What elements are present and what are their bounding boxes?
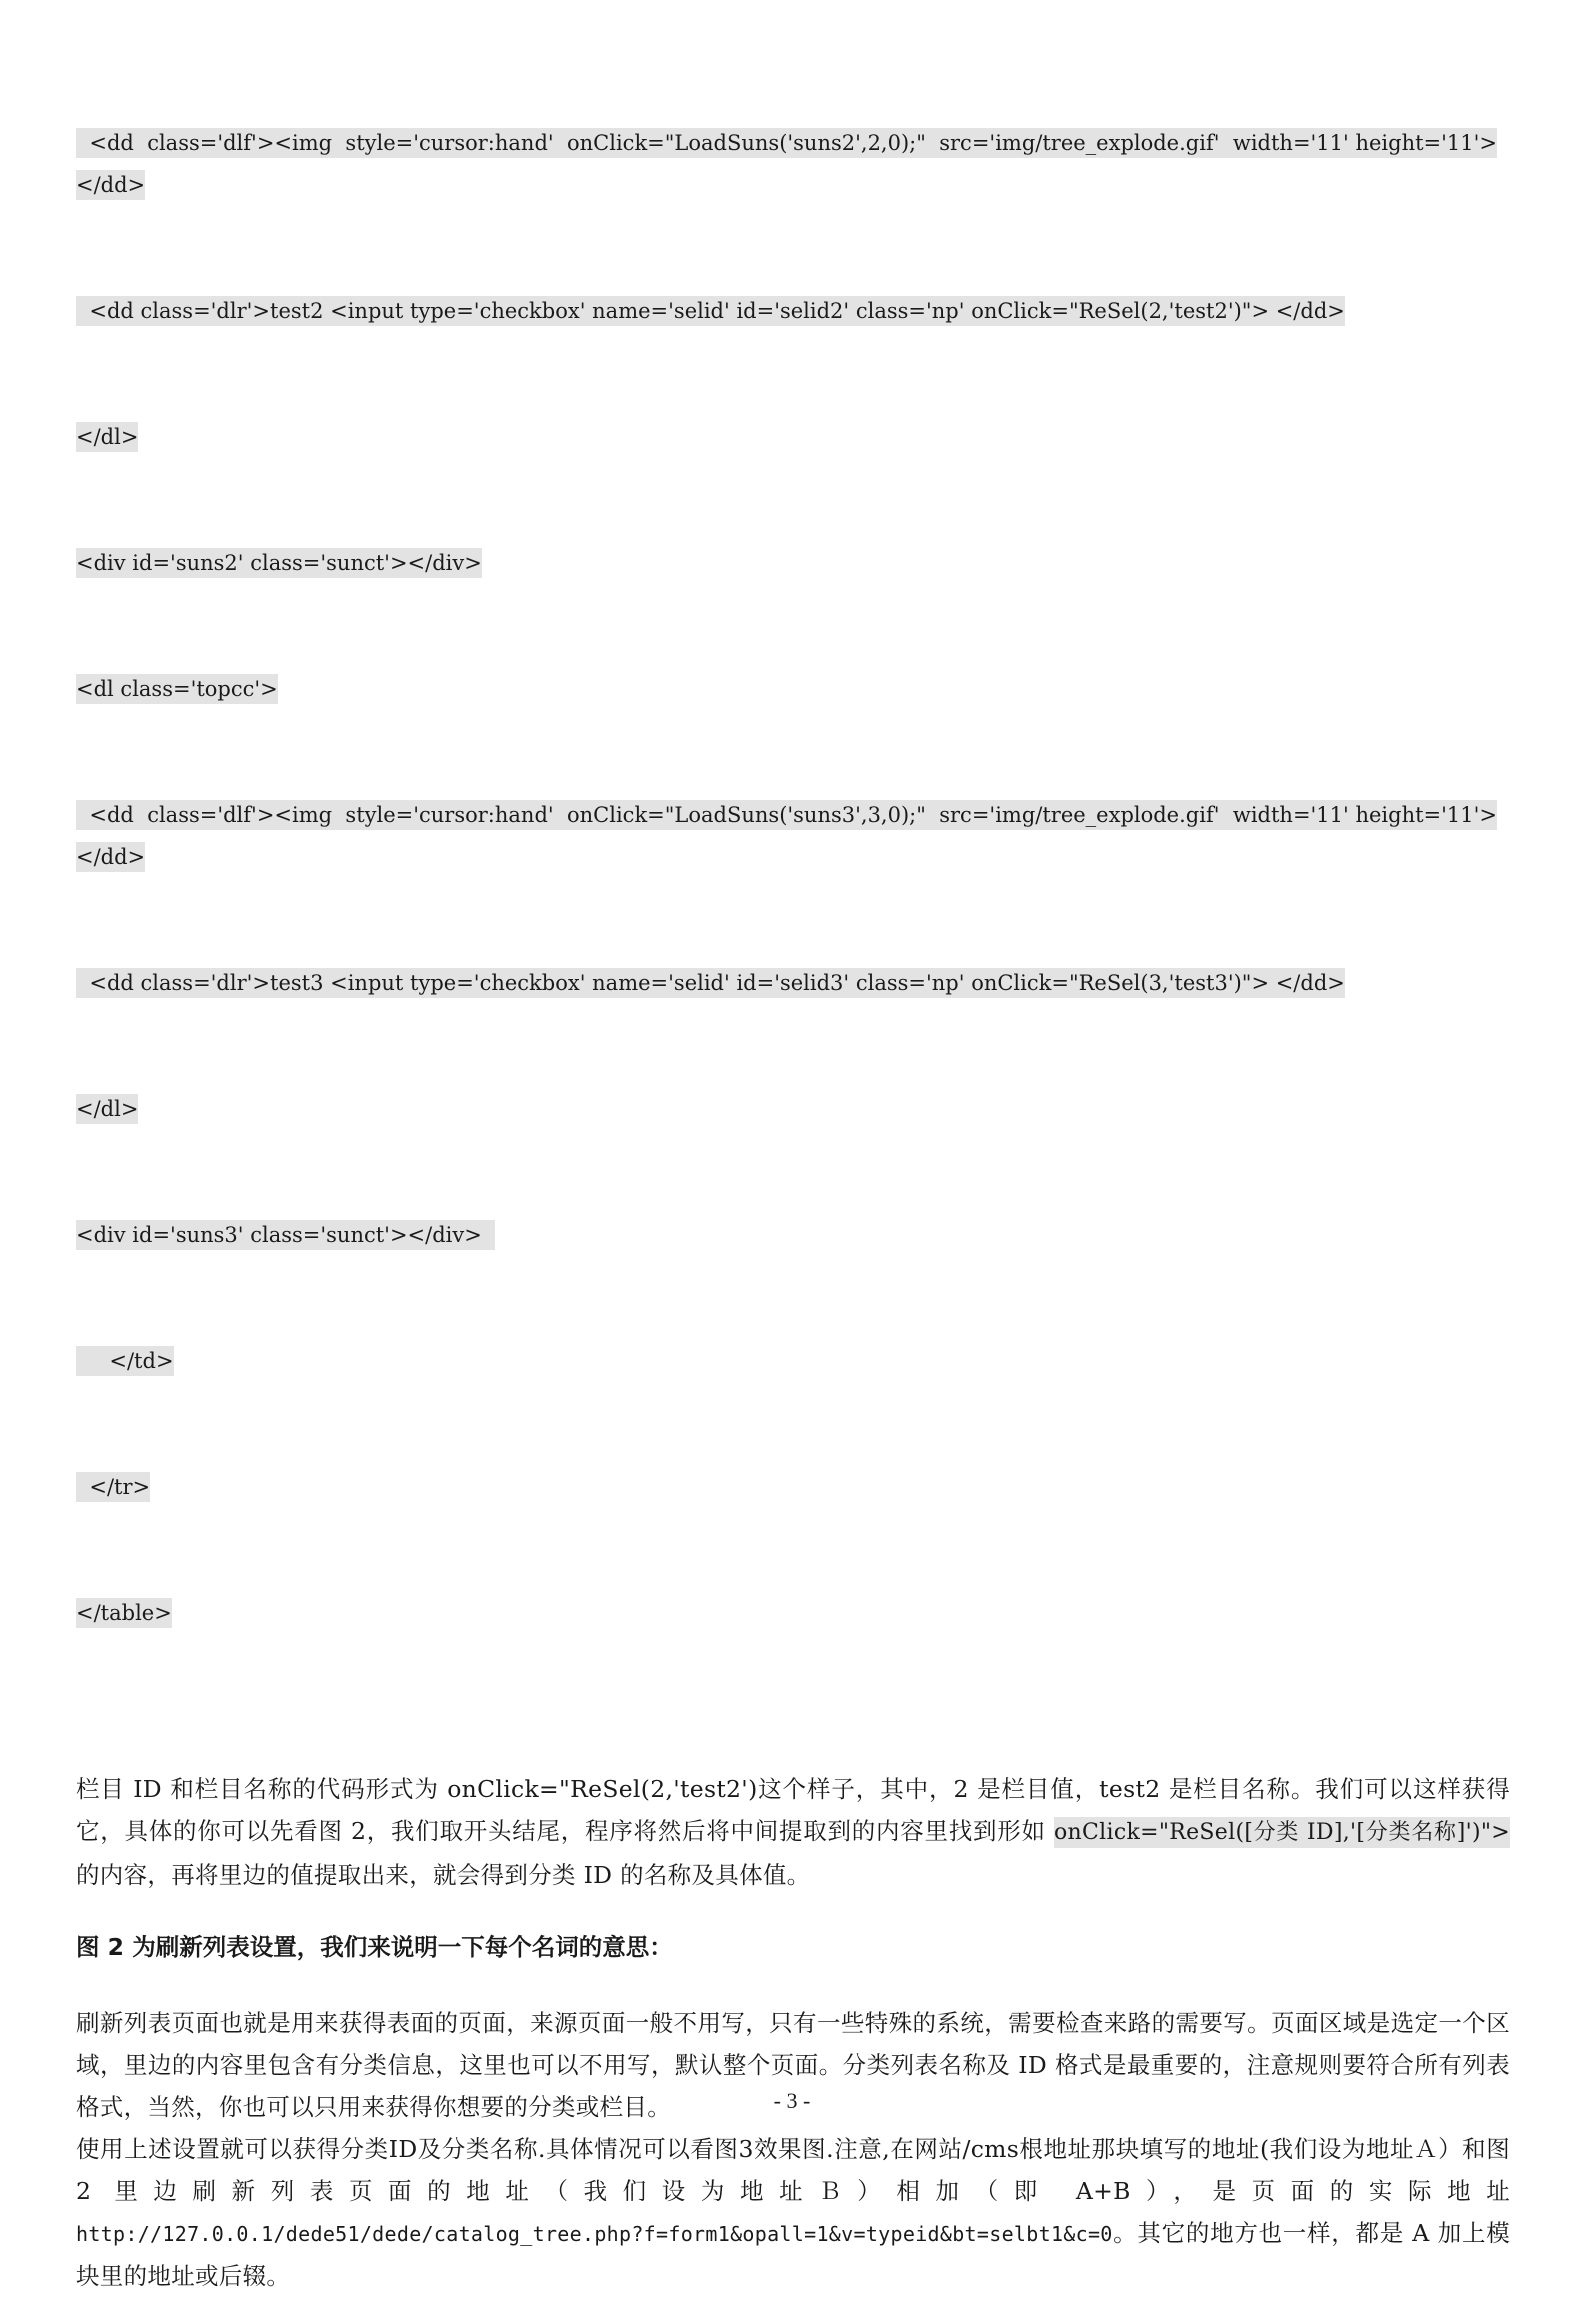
paragraph-text: 的内容，再将里边的值提取出来，就会得到分类 ID 的名称及具体值。 (76, 1861, 811, 1889)
code-line (76, 1592, 1510, 1634)
code-line (76, 1340, 1510, 1382)
code-line (76, 542, 1510, 584)
code-line-text: </tr> (76, 1472, 150, 1502)
code-line-text: </dl> (76, 1094, 138, 1124)
code-line-text: </table> (76, 1598, 172, 1628)
code-line-text: <dl class='topcc'> (76, 674, 278, 704)
paragraph-text: 使用上述设置就可以获得分类ID及分类名称.具体情况可以看图3效果图.注意,在网站/cms根地址那块填写的地址(我们设为地址Ａ）和图 2 里边刷新列表页面的地址（我们设为地址Ｂ）相加（即 A+B），是页面的实际地址 (76, 2135, 1510, 2205)
code-line-text: <dd class='dlr'>test3 <input type='checkbox' name='selid' id='selid3' class='np' onClick="ReSel(3,'test3')"> </dd> (76, 968, 1345, 998)
paragraph-refresh-list: 刷新列表页面也就是用来获得表面的页面，来源页面一般不用写，只有一些特殊的系统，需要检查来路的需要写。页面区域是选定一个区域，里边的内容里包含有分类信息，这里也可以不用写，默认整个页面。分类列表名称及 ID 格式是最重要的，注意规则要符合所有列表格式，当然，你也可以只用来获得你想要的分类或栏目。 (76, 2009, 1510, 2121)
code-line-text: </dl> (76, 422, 138, 452)
code-line (76, 416, 1510, 458)
document-page (76, 38, 1510, 2321)
code-line (76, 1214, 1510, 1256)
code-line (76, 962, 1510, 1004)
code-line (76, 1088, 1510, 1130)
code-line (76, 122, 1510, 206)
code-line (76, 668, 1510, 710)
code-line-text: <dd class='dlr'>test2 <input type='checkbox' name='selid' id='selid2' class='np' onClick="ReSel(2,'test2')"> </dd> (76, 296, 1345, 326)
code-line-text: <dd class='dlf'><img style='cursor:hand' onClick="LoadSuns('suns3',3,0);" src='img/tree_explode.gif' width='11' height='11'></dd> (76, 800, 1497, 872)
example-url: http://127.0.0.1/dede51/dede/catalog_tree.php?f=form1&opall=1&v=typeid&bt=selbt1&c=0 (76, 2222, 1113, 2246)
paragraph-address-note (76, 2128, 1510, 2297)
code-line (76, 1466, 1510, 1508)
code-line-text: </td> (76, 1346, 174, 1376)
code-line (76, 794, 1510, 878)
paragraph-column-id-format (76, 1768, 1510, 1896)
page-number: - 3 - (773, 2088, 811, 2113)
code-block (76, 38, 1510, 1718)
section-heading: 图 2 为刷新列表设置，我们来说明一下每个名词的意思： (76, 1933, 673, 1961)
code-line-text: <dd class='dlf'><img style='cursor:hand' onClick="LoadSuns('suns2',2,0);" src='img/tree_explode.gif' width='11' height='11'></dd> (76, 128, 1497, 200)
code-line-text: <div id='suns3' class='sunct'></div> (76, 1220, 495, 1250)
code-line (76, 290, 1510, 332)
paragraph-text: 栏目 ID 和栏目名称的代码形式为 onClick="ReSel(2,'test2')这个样子，其中，2 是栏目值，test2 是栏目名称。我们可以这样获得它，具体的你可以先看图 2，我们取开头结尾，程序将然后将中间提取到的内容里找到形如 (76, 1775, 1510, 1845)
code-line-text: <div id='suns2' class='sunct'></div> (76, 548, 482, 578)
paragraph-text: 。其它的地方也一样，都是 A 加上模块里的地址或后辍。 (76, 2219, 1510, 2290)
inline-code: onClick="ReSel([分类 ID],'[分类名称]')"> (1054, 1817, 1510, 1848)
